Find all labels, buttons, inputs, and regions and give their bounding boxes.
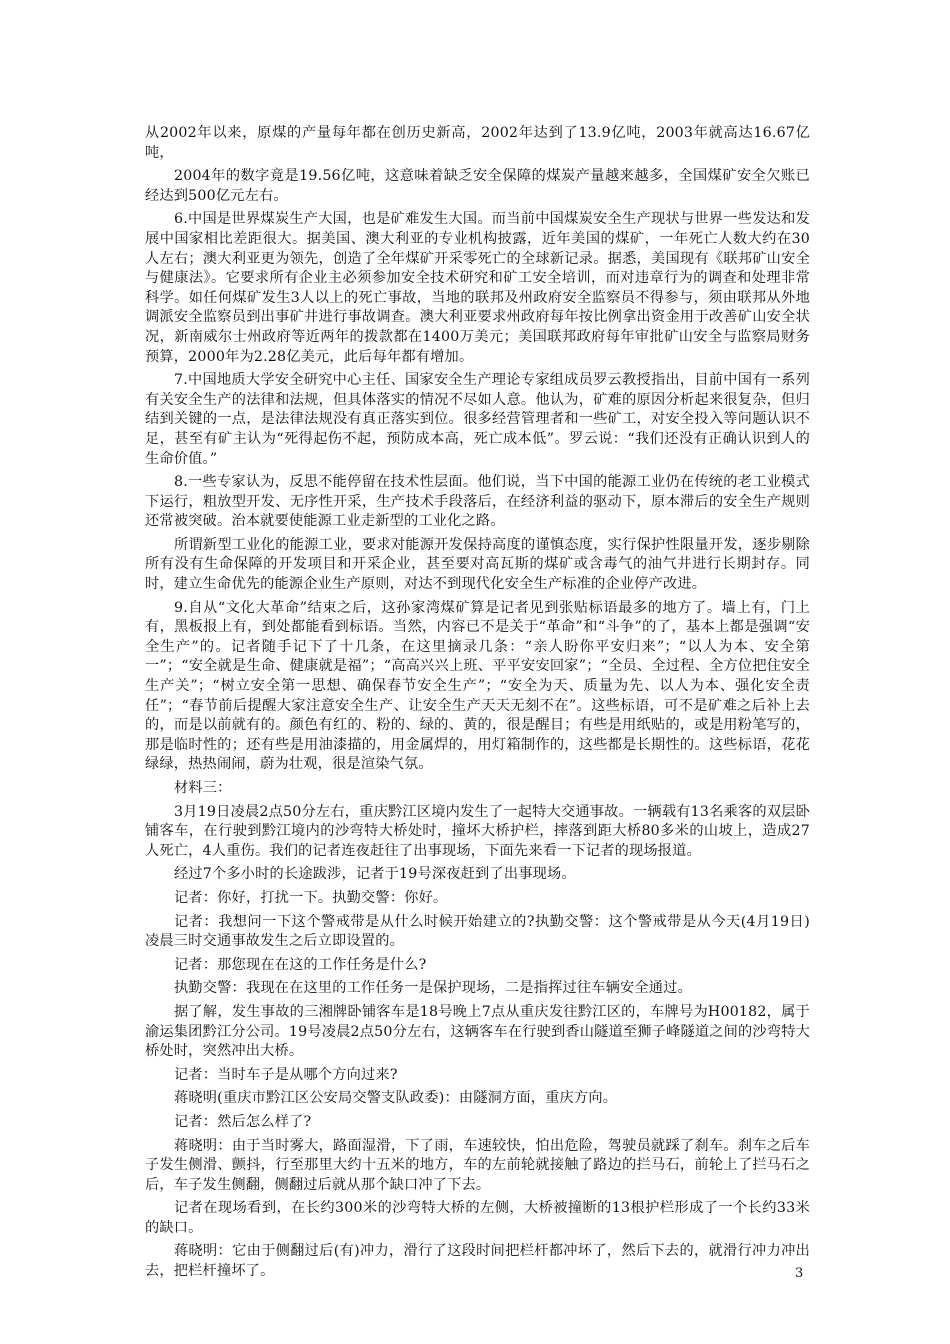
- paragraph: 记者在现场看到，在长约300米的沙弯特大桥的左侧，大桥被撞断的13根护栏形成了一个长约33米的缺口。: [145, 1200, 810, 1236]
- section-heading: 材料三：: [174, 780, 232, 796]
- paragraph: 2004年的数字竟是19.56亿吨，这意味着缺乏安全保障的煤炭产量越来越多，全国煤矿安全欠账已经达到500亿元左右。: [145, 168, 810, 204]
- document-body: [145, 124, 810, 1286]
- paragraph: 记者：你好，打扰一下。执勤交警：你好。: [174, 889, 448, 906]
- paragraph: 蒋晓明(重庆市黔江区公安局交警支队政委)：由隧洞方面，重庆方向。: [174, 1090, 618, 1107]
- paragraph: 蒋晓明：它由于侧翻过后(有)冲力，滑行了这段时间把栏杆都冲坏了，然后下去的，就滑行冲力冲出去，把栏杆撞坏了。: [145, 1243, 810, 1280]
- paragraph: 所谓新型工业化的能源工业，要求对能源开发保持高度的谨慎态度，实行保护性限量开发，逐步剔除所有没有生命保障的开发项目和开采企业，甚至要对高瓦斯的煤矿或含毒气的油气井进行长期封存。同时，建立生命优先的能源企业生产原则，对达不到现代化安全生产标准的企业停产改进。: [145, 536, 810, 593]
- paragraph: 记者：然后怎么样了?: [174, 1113, 312, 1130]
- page-number: 3: [795, 1266, 804, 1281]
- paragraph: 蒋晓明：由于当时雾大，路面湿滑，下了雨，车速较快，怕出危险，驾驶员就踩了刹车。刹车之后车子发生侧滑、颤抖，行至那里大约十五米的地方，车的左前轮就接触了路边的拦马石，前轮上了拦马石之后，车子发生侧翻，侧翻过后就从那个缺口冲了下去。: [145, 1137, 810, 1193]
- paragraph: 从2002年以来，原煤的产量每年都在创历史新高，2002年达到了13.9亿吨，2003年就高达16.67亿吨，: [145, 125, 810, 161]
- paragraph: 记者：那您现在在这的工作任务是什么?: [174, 956, 427, 973]
- paragraph: 记者：当时车子是从哪个方向过来?: [174, 1066, 398, 1083]
- paragraph: 8.一些专家认为，反思不能停留在技术性层面。他们说，当下中国的能源工业仍在传统的老工业模式下运行，粗放型开发、无序性开采，生产技术手段落后，在经济利益的驱动下，原本滞后的安全生产规则还常被突破。治本就要使能源工业走新型的工业化之路。: [145, 474, 810, 530]
- paragraph: 经过7个多小时的长途跋涉，记者于19号深夜赶到了出事现场。: [174, 866, 576, 883]
- paragraph: 9.自从“文化大革命”结束之后，这孙家湾煤矿算是记者见到张贴标语最多的地方了。墙上有，门上有，黑板报上有，到处都能看到标语。当然，内容已不是关于“革命”和“斗争”的了，基本上都是强调“安全生产”的。记者随手记下了十几条，在这里摘录几条：“亲人盼你平安归来”；“以人为本、安全第一”；“安全就是生命、健康就是福”；“高高兴兴上班、平平安安回家”；“全员、全过程、全方位把住安全生产关”；“树立安全第一思想、确保春节安全生产”；“安全为天、质量为先、以人为本、强化安全责任”；“春节前后提醒大家注意安全生产、让安全生产天天无刻不在”。这些标语，可不是矿难之后补上去的，而是以前就有的。颜色有红的、粉的、绿的、黄的，很是醒目；有些是用纸贴的，或是用粉笔写的，那是临时性的；还有些是用油漆描的，用金属焊的，用灯箱制作的，这些都是长期性的。这些标语，花花绿绿，热热闹闹，蔚为壮观，很是渲染气氛。: [145, 599, 810, 773]
- paragraph: 6.中国是世界煤炭生产大国，也是矿难发生大国。而当前中国煤炭安全生产现状与世界一些发达和发展中国家相比差距很大。据美国、澳大利亚的专业机构披露，近年美国的煤矿，一年死亡人数大约在30人左右；澳大利亚更为领先，创造了全年煤矿开采零死亡的全球新记录。据悉，美国现有《联邦矿山安全与健康法》。它要求所有企业主必须参加安全技术研究和矿工安全培训，而对违章行为的调查和处理非常科学。如任何煤矿发生3人以上的死亡事故，当地的联邦及州政府安全监察员不得参与，须由联邦从外地调派安全监察员到出事矿井进行事故调查。澳大利亚要求州政府每年按比例拿出资金用于改善矿山安全状况，新南威尔士州政府等近两年的拨款都在1400万美元；美国联邦政府每年审批矿山安全与监察局财务预算，2000年为2.28亿美元，此后每年都有增加。: [145, 211, 810, 365]
- paragraph: 7.中国地质大学安全研究中心主任、国家安全生产理论专家组成员罗云教授指出，目前中国有一系列有关安全生产的法律和法规，但具体落实的情况不尽如人意。他认为，矿难的原因分析起来很复杂，但归结到关键的一点，是法律法规没有真正落实到位。很多经营管理者和一些矿工，对安全投入等问题认识不足，甚至有矿主认为“死得起伤不起，预防成本高，死亡成本低”。罗云说：“我们还没有正确认识到人的生命价值。”: [145, 372, 810, 467]
- paragraph: 记者：我想问一下这个警戒带是从什么时候开始建立的?执勤交警：这个警戒带是从今天(4月19日)凌晨三时交通事故发生之后立即设置的。: [145, 913, 810, 950]
- paragraph: 执勤交警：我现在在这里的工作任务一是保护现场，二是指挥过往车辆安全通过。: [174, 980, 692, 997]
- paragraph: 据了解，发生事故的三湘牌卧铺客车是18号晚上7点从重庆发往黔江区的，车牌号为H00182，属于渝运集团黔江分公司。19号凌晨2点50分左右，这辆客车在行驶到香山隧道至狮子峰隧道之间的沙弯特大桥处时，突然冲出大桥。: [145, 1003, 810, 1060]
- paragraph: 3月19日凌晨2点50分左右，重庆黔江区境内发生了一起特大交通事故。一辆载有13名乘客的双层卧铺客车，在行驶到黔江境内的沙弯特大桥处时，撞坏大桥护栏，摔落到距大桥80多米的山坡上，造成27人死亡，4人重伤。我们的记者连夜赶往了出事现场，下面先来看一下记者的现场报道。: [145, 803, 810, 859]
